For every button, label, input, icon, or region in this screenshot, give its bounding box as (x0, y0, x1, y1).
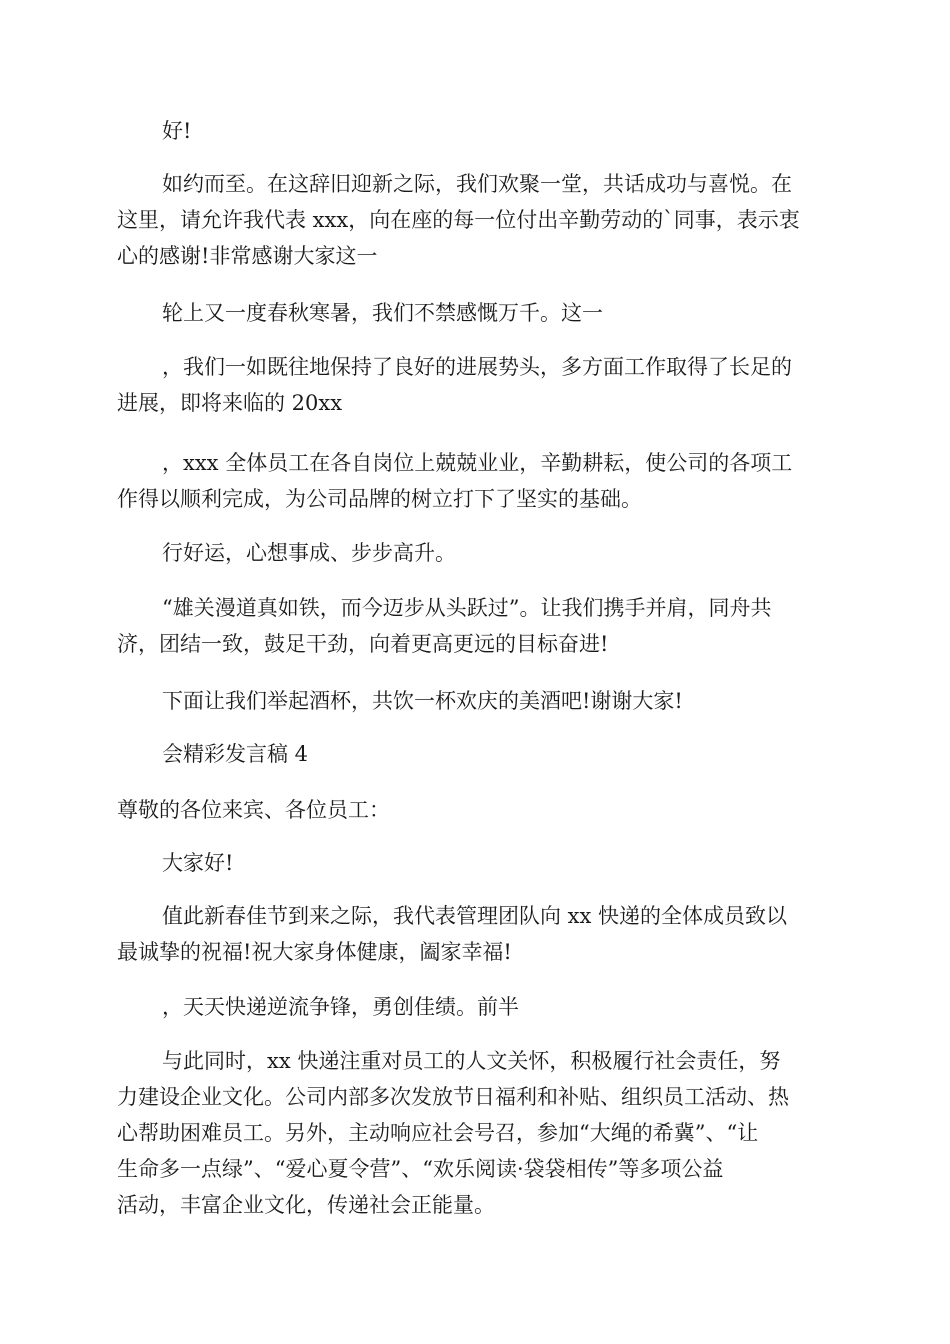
text-line: 下面让我们举起酒杯，共饮一杯欢庆的美酒吧!谢谢大家! (162, 689, 683, 713)
greeting (117, 845, 833, 881)
paragraph-6 (117, 535, 833, 571)
paragraph-9 (117, 898, 833, 970)
paragraph-10 (117, 989, 833, 1025)
text-line: ，xxx 全体员工在各自岗位上兢兢业业，辛勤耕耘，使公司的各项工 (162, 451, 793, 475)
text-line: 心帮助困难员工。另外，主动响应社会号召，参加“大绳的希冀”、“让 (117, 1121, 759, 1145)
paragraph-11 (117, 1043, 833, 1223)
text-line: ，我们一如既往地保持了良好的进展势头，多方面工作取得了长足的 (162, 355, 792, 379)
text-line: 济，团结一致，鼓足干劲，向着更高更远的目标奋进! (117, 632, 609, 656)
text-line: 与此同时，xx 快递注重对员工的人文关怀，积极履行社会责任，努 (162, 1049, 781, 1073)
text-line: 会精彩发言稿 4 (162, 742, 309, 766)
text-line: 进展，即将来临的 20xx (117, 391, 343, 415)
text-line: 最诚挚的祝福!祝大家身体健康，阖家幸福! (117, 940, 512, 964)
text-line: 尊敬的各位来宾、各位员工： (117, 798, 390, 822)
text-line: 轮上又一度春秋寒暑，我们不禁感慨万千。这一 (162, 301, 603, 325)
text-line: “雄关漫道真如铁，而今迈步从头跃过”。让我们携手并肩，同舟共 (162, 596, 772, 620)
text-line: 好! (162, 119, 192, 143)
text-line: 力建设企业文化。公司内部多次发放节日福利和补贴、组织员工活动、热 (117, 1085, 789, 1109)
paragraph-1 (117, 113, 833, 149)
paragraph-7 (117, 590, 833, 662)
paragraph-5 (117, 445, 833, 517)
paragraph-4 (117, 349, 833, 421)
paragraph-8 (117, 683, 833, 719)
paragraph-3 (117, 295, 833, 331)
text-line: 行好运，心想事成、步步高升。 (162, 541, 456, 565)
text-line: 生命多一点绿”、“爱心夏令营”、“欢乐阅读·袋袋相传”等多项公益 (117, 1157, 724, 1181)
text-line: ，天天快递逆流争锋，勇创佳绩。前半 (162, 995, 519, 1019)
text-line: 大家好! (162, 851, 234, 875)
text-line: 值此新春佳节到来之际，我代表管理团队向 xx 快递的全体成员致以 (162, 904, 788, 928)
text-line: 这里，请允许我代表 xxx，向在座的每一位付出辛勤劳动的`同事，表示衷 (117, 208, 800, 232)
text-line: 如约而至。在这辞旧迎新之际，我们欢聚一堂，共话成功与喜悦。在 (162, 172, 792, 196)
salutation (117, 792, 833, 828)
section-heading (117, 736, 833, 772)
text-line: 心的感谢!非常感谢大家这一 (117, 244, 378, 268)
paragraph-2 (117, 166, 833, 274)
text-line: 活动，丰富企业文化，传递社会正能量。 (117, 1193, 495, 1217)
text-line: 作得以顺利完成，为公司品牌的树立打下了坚实的基础。 (117, 487, 642, 511)
